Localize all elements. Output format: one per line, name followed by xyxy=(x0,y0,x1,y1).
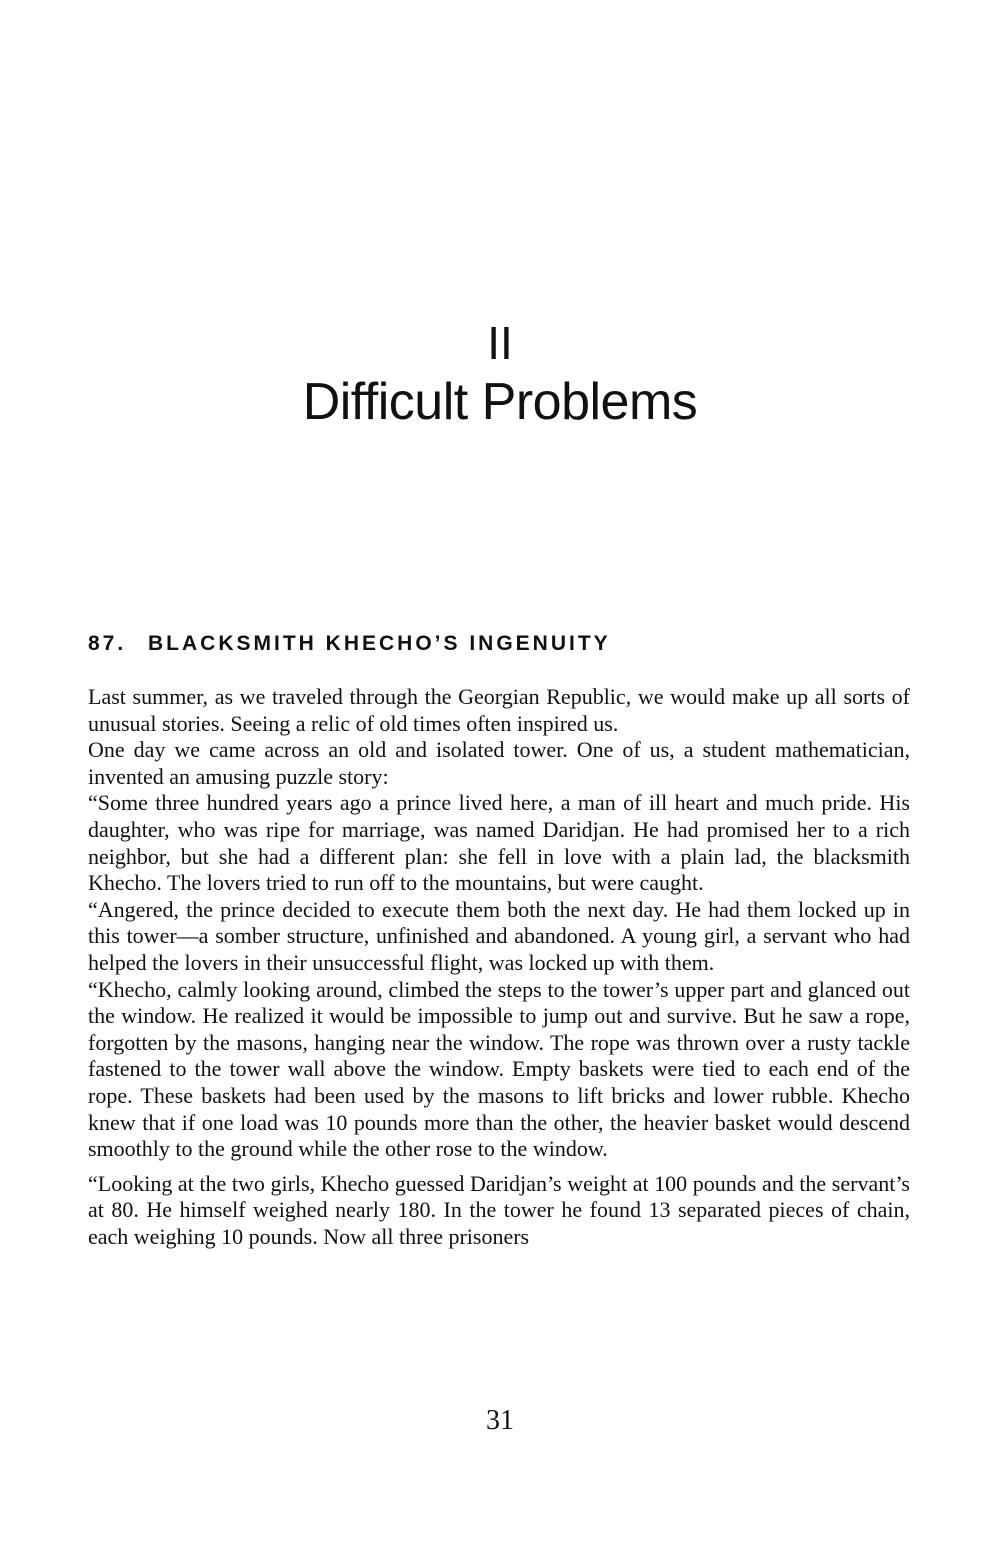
body-text xyxy=(88,684,910,1250)
problem-number: 87. xyxy=(88,632,127,655)
problem-heading xyxy=(88,630,611,658)
problem-title: BLACKSMITH KHECHO’S INGENUITY xyxy=(148,632,611,655)
chapter-title: Difficult Problems xyxy=(302,373,698,431)
page-number: 31 xyxy=(486,1405,514,1436)
paragraph: “Angered, the prince decided to execute them both the next day. He had them locked up in this tower—a somber structure, unfinished and abandoned. A young girl, a servant who had helped the lovers in their unsuccessful flight, was locked up with them. xyxy=(88,896,910,975)
paragraph: One day we came across an old and isolated tower. One of us, a student mathematician, invented an amusing puzzle story: xyxy=(88,737,910,789)
paragraph: “Khecho, calmly looking around, climbed the steps to the tower’s upper part and glanced out the window. He realized it would be impossible to jump out and survive. But he saw a rope, forgotten by the masons, hanging near the window. The rope was thrown over a rusty tackle fastened to the tower wall above the window. Empty baskets were tied to each end of the rope. These baskets had been used by the masons to lift bricks and lower rubble. Khecho knew that if one load was 10 pounds more than the other, the heavier basket would descend smoothly to the ground while the other rose to the window. xyxy=(88,976,910,1162)
paragraph: Last summer, as we traveled through the Georgian Republic, we would make up all sorts of unusual stories. Seeing a relic of old times often inspired us. xyxy=(88,684,910,736)
chapter-number: II xyxy=(487,317,513,369)
paragraph: “Some three hundred years ago a prince lived here, a man of ill heart and much pride. His daughter, who was ripe for marriage, was named Daridjan. He had promised her to a rich neighbor, but she had a different plan: she fell in love with a plain lad, the blacksmith Khecho. The lovers tried to run off to the mountains, but were caught. xyxy=(88,790,910,896)
paragraph: “Looking at the two girls, Khecho guessed Daridjan’s weight at 100 pounds and the servant’s at 80. He himself weighed nearly 180. In the tower he found 13 separated pieces of chain, each weighing 10 pounds. Now all three prisoners xyxy=(88,1170,910,1249)
